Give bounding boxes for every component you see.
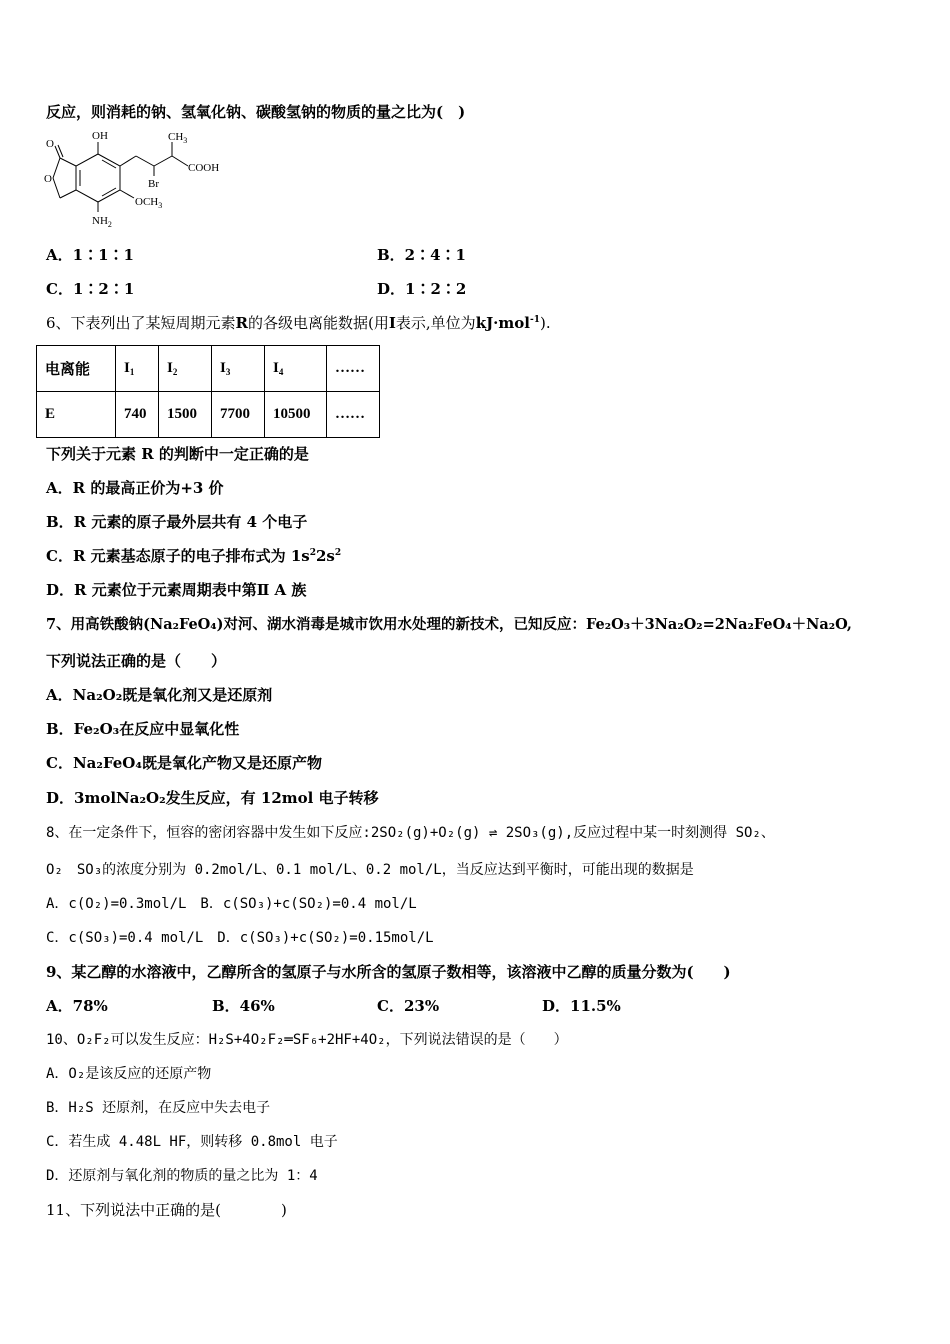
oh-label: OH <box>92 130 108 142</box>
table-cell: …… <box>327 392 380 438</box>
q7-option-a: A．Na₂O₂既是氧化剂又是还原剂 <box>46 686 273 704</box>
q8-options-ab: A．c(O₂)=0.3mol/L B．c(SO₃)+c(SO₂)=0.4 mol/L <box>46 896 417 912</box>
table-header-cell: $I_3$ <box>212 346 265 392</box>
q7-stem-line1: 7、用高铁酸钠(Na₂FeO₄)对河、湖水消毒是城市饮用水处理的新技术，已知反应：Fe₂O₃＋3Na₂O₂=2Na₂FeO₄＋Na₂O, <box>46 616 852 633</box>
och3-label: $OCH_3$ <box>135 196 163 210</box>
ch3-label: $CH_3$ <box>168 131 188 145</box>
q7-option-c: C．Na₂FeO₄既是氧化产物又是还原产物 <box>46 754 322 772</box>
table-row <box>37 392 380 438</box>
q9-option-a: A．78% <box>46 997 108 1015</box>
table-header-cell: $I_1$ <box>116 346 159 392</box>
q5-stem: 反应，则消耗的钠、氢氧化钠、碳酸氢钠的物质的量之比为( ) <box>46 103 466 121</box>
q8-stem-line2: O₂ SO₃的浓度分别为 0.2mol/L、0.1 mol/L、0.2 mol/L，当反应达到平衡时，可能出现的数据是 <box>46 862 694 878</box>
table-header-cell: …… <box>327 346 380 392</box>
q10-option-d: D．还原剂与氧化剂的物质的量之比为 1：4 <box>46 1168 318 1184</box>
q6-option-d: D．R 元素位于元素周期表中第Ⅱ A 族 <box>46 581 307 599</box>
q5-option-a: A．1∶1∶1 <box>46 246 134 264</box>
molecule-bonds <box>53 142 188 212</box>
table-cell: 7700 <box>212 392 265 438</box>
q10-option-a: A．O₂是该反应的还原产物 <box>46 1066 212 1082</box>
q7-option-d: D．3molNa₂O₂发生反应，有 12mol 电子转移 <box>46 789 379 807</box>
q10-option-c: C．若生成 4.48L HF，则转移 0.8mol 电子 <box>46 1134 338 1150</box>
table-cell: 1500 <box>159 392 212 438</box>
q6-option-c: C．R 元素基态原子的电子排布式为 $1s^22s^2$ <box>46 547 342 565</box>
cooh-label: COOH <box>188 162 220 174</box>
q10-option-b: B．H₂S 还原剂，在反应中失去电子 <box>46 1100 271 1116</box>
q5-option-d: D．1∶2∶2 <box>377 280 467 298</box>
molecule-structure <box>40 128 240 228</box>
table-cell: E <box>37 392 116 438</box>
table-cell: 740 <box>116 392 159 438</box>
q11-stem: 11、下列说法中正确的是( ) <box>46 1201 287 1219</box>
q5-option-c: C．1∶2∶1 <box>46 280 135 298</box>
q5-option-b: B．2∶4∶1 <box>377 246 466 264</box>
q9-stem: 9、某乙醇的水溶液中，乙醇所含的氢原子与水所含的氢原子数相等，该溶液中乙醇的质量分数为( ) <box>46 963 731 981</box>
table-header-row <box>37 346 380 392</box>
carbonyl-o-label: O <box>46 138 54 150</box>
table-header-cell: $I_4$ <box>265 346 327 392</box>
q6-stem: 6、下表列出了某短周期元素R的各级电离能数据(用I表示,单位为kJ·mol$^{-1}$). <box>46 314 551 332</box>
br-label: Br <box>148 178 159 190</box>
ring-o-label: O <box>44 173 52 185</box>
table-cell: 10500 <box>265 392 327 438</box>
table-header-cell: 电离能 <box>37 346 116 392</box>
q10-stem: 10、O₂F₂可以发生反应：H₂S+4O₂F₂═SF₆+2HF+4O₂，下列说法错误的是（ ） <box>46 1032 568 1048</box>
q9-option-d: D．11.5% <box>542 997 621 1015</box>
nh2-label: $NH_2$ <box>92 215 112 228</box>
q6-option-a: A．R 的最高正价为+3 价 <box>46 479 224 497</box>
q9-option-c: C．23% <box>377 997 440 1015</box>
q6-question: 下列关于元素 R 的判断中一定正确的是 <box>46 445 309 463</box>
table-header-cell: $I_2$ <box>159 346 212 392</box>
q7-stem-line2: 下列说法正确的是（ ） <box>46 652 227 670</box>
q7-option-b: B．Fe₂O₃在反应中显氧化性 <box>46 720 240 738</box>
q8-stem-line1: 8、在一定条件下，恒容的密闭容器中发生如下反应:2SO₂(g)+O₂(g) ⇌ 2SO₃(g),反应过程中某一时刻测得 SO₂、 <box>46 825 775 841</box>
q6-option-b: B．R 元素的原子最外层共有 4 个电子 <box>46 513 308 531</box>
q9-option-b: B．46% <box>212 997 275 1015</box>
q8-options-cd: C．c(SO₃)=0.4 mol/L D．c(SO₃)+c(SO₂)=0.15mol/L <box>46 930 434 946</box>
ionization-energy-table <box>36 345 380 438</box>
